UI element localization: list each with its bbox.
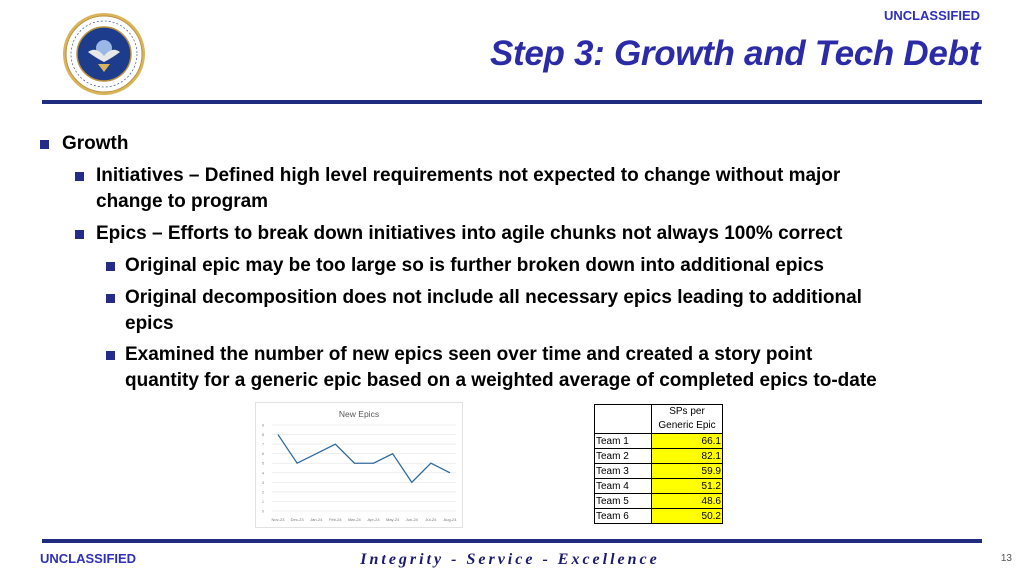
chart-x-tick-label: Jul-24 <box>425 517 437 522</box>
bullet-square-icon <box>75 230 84 239</box>
chart-y-tick-label: 6 <box>262 452 264 457</box>
team-name: Team 4 <box>595 479 652 494</box>
chart-y-tick-label: 1 <box>262 499 264 504</box>
chart-series-line <box>278 435 450 483</box>
table-row <box>595 464 723 479</box>
table-header-empty <box>595 405 652 434</box>
team-value: 82.1 <box>652 449 723 464</box>
team-name: Team 2 <box>595 449 652 464</box>
chart-y-tick-label: 9 <box>262 423 264 428</box>
chart-x-tick-label: Dec-23 <box>290 517 304 522</box>
bullet-sub1: Original epic may be too large so is further broken down into additional epics <box>125 255 824 276</box>
team-name: Team 6 <box>595 509 652 524</box>
team-name: Team 1 <box>595 434 652 449</box>
table-row <box>595 479 723 494</box>
motto: Integrity - Service - Excellence <box>360 551 660 568</box>
bullet-sub2-line1: Original decomposition does not include all necessary epics leading to additional <box>125 287 862 308</box>
table-row <box>595 509 723 524</box>
bullet-square-icon <box>40 140 49 149</box>
bullet-sub3-line1: Examined the number of new epics seen over time and created a story point <box>125 344 813 365</box>
chart-x-tick-label: Nov-23 <box>271 517 285 522</box>
team-value: 50.2 <box>652 509 723 524</box>
chart-y-tick-label: 8 <box>262 433 264 438</box>
chart-title: New Epics <box>338 409 380 419</box>
header-rule <box>42 100 982 104</box>
table-header <box>652 405 723 434</box>
team-value: 51.2 <box>652 479 723 494</box>
new-epics-chart <box>255 402 463 528</box>
table-row <box>595 449 723 464</box>
bullet-square-icon <box>106 262 115 271</box>
chart-canvas <box>256 403 462 527</box>
classification-top: UNCLASSIFIED <box>883 8 980 23</box>
chart-x-tick-label: Jun-24 <box>405 517 418 522</box>
team-name: Team 3 <box>595 464 652 479</box>
bullet-epics: Epics – Efforts to break down initiatives into agile chunks not always 100% correct <box>96 223 843 244</box>
bullet-initiatives-line2: change to program <box>96 191 269 212</box>
table-header-line1: SPs per <box>669 406 705 417</box>
chart-x-tick-label: May-24 <box>385 517 400 522</box>
chart-y-tick-label: 5 <box>262 461 264 466</box>
classification-bottom: UNCLASSIFIED <box>40 551 137 566</box>
chart-x-tick-label: Jan-24 <box>310 517 323 522</box>
chart-x-tick-label: Aug-24 <box>443 517 457 522</box>
air-force-seal-icon <box>62 12 146 96</box>
slide-title: Step 3: Growth and Tech Debt <box>489 34 980 73</box>
chart-y-tick-label: 7 <box>262 442 264 447</box>
chart-y-tick-label: 2 <box>262 490 264 495</box>
bullet-initiatives-line1: Initiatives – Defined high level requirements not expected to change without major <box>96 165 841 186</box>
bullet-growth: Growth <box>62 133 129 154</box>
chart-x-tick-label: Feb-24 <box>328 517 342 522</box>
footer-rule <box>42 539 982 543</box>
team-name: Team 5 <box>595 494 652 509</box>
team-value: 66.1 <box>652 434 723 449</box>
chart-y-tick-label: 4 <box>262 471 264 476</box>
page-number: 13 <box>1000 553 1012 564</box>
bullet-square-icon <box>75 172 84 181</box>
sp-table <box>594 404 723 524</box>
chart-x-tick-label: Apr-24 <box>367 517 380 522</box>
chart-y-tick-label: 0 <box>262 509 264 514</box>
chart-y-tick-label: 3 <box>262 480 264 485</box>
table-row <box>595 434 723 449</box>
bullet-square-icon <box>106 351 115 360</box>
table-row <box>595 494 723 509</box>
team-value: 48.6 <box>652 494 723 509</box>
team-value: 59.9 <box>652 464 723 479</box>
bullet-sub2-line2: epics <box>125 313 174 334</box>
chart-x-tick-label: Mar-24 <box>348 517 361 522</box>
table-header-line2: Generic Epic <box>658 420 716 431</box>
bullet-sub3-line2: quantity for a generic epic based on a weighted average of completed epics to-date <box>125 370 877 391</box>
bullet-square-icon <box>106 294 115 303</box>
